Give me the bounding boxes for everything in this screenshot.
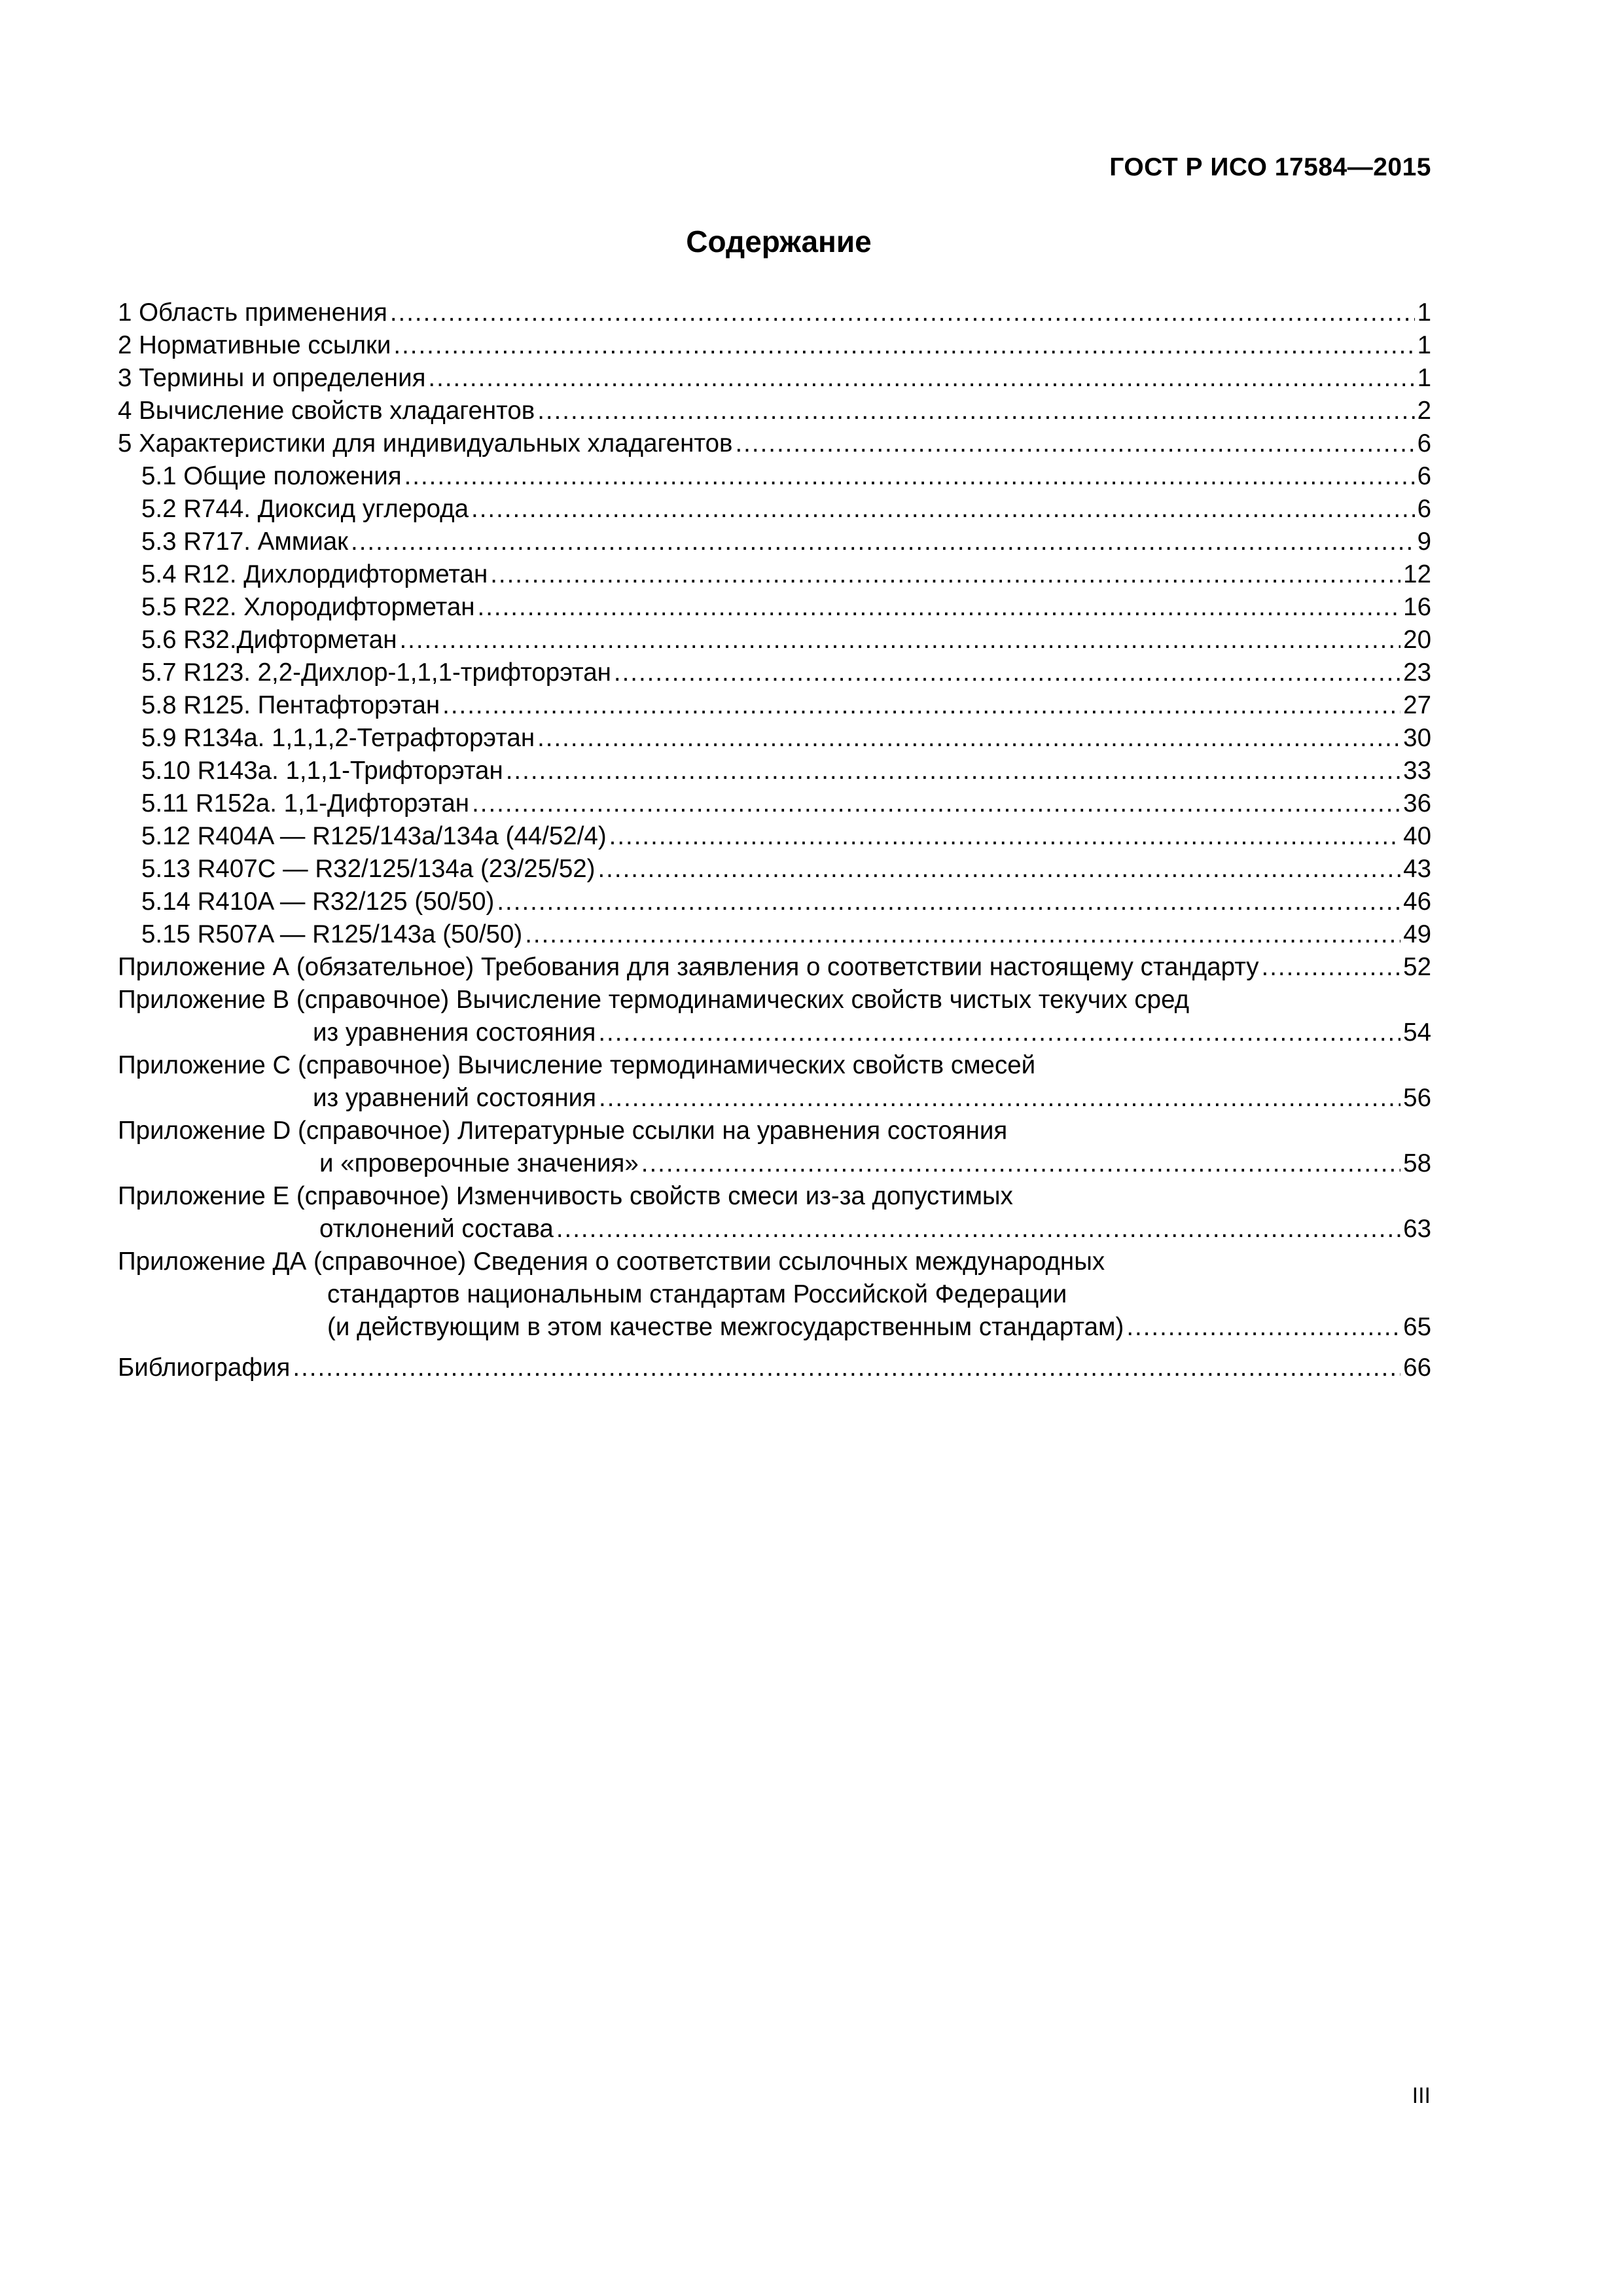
toc-entry-5[interactable] — [118, 427, 1431, 460]
dot-leader — [478, 591, 1401, 624]
toc-entry-title-continued: из уравнения состояния — [313, 1018, 596, 1047]
toc-page-number: 1 — [1417, 298, 1431, 327]
toc-entry-5-1[interactable] — [118, 460, 1431, 493]
toc-page-number: 6 — [1417, 462, 1431, 490]
toc-entry-5-7[interactable] — [118, 656, 1431, 689]
dot-leader — [490, 558, 1400, 591]
toc-page-number: 54 — [1403, 1018, 1431, 1047]
dot-leader — [1126, 1311, 1400, 1344]
toc-entry-title-continued: (и действующим в этом качестве межгосударственным стандартам) — [327, 1313, 1124, 1341]
toc-entry-bibliography[interactable] — [118, 1352, 1431, 1384]
toc-page-number: 49 — [1403, 920, 1431, 948]
toc-entry-title: 5.11 R152a. 1,1-Дифторэтан — [141, 789, 470, 817]
dot-leader — [1262, 951, 1401, 984]
toc-page-number: 6 — [1417, 495, 1431, 523]
toc-entry-title: 5.13 R407C — R32/125/134a (23/25/52) — [141, 855, 596, 883]
dot-leader — [598, 1016, 1400, 1049]
toc-entry-3[interactable] — [118, 362, 1431, 395]
toc-entry-title: 5.3 R717. Аммиак — [141, 528, 349, 556]
toc-entry-5-9[interactable] — [118, 722, 1431, 755]
toc-entry-appendix-a[interactable] — [118, 951, 1431, 984]
toc-page-number: 9 — [1417, 528, 1431, 556]
toc-entry-title: 5.15 R507A — R125/143a (50/50) — [141, 920, 523, 948]
toc-page-number: 23 — [1403, 658, 1431, 687]
toc-entry-title: 5.5 R22. Хлородифторметан — [141, 593, 475, 621]
toc-entry-2[interactable] — [118, 329, 1431, 362]
toc-page-number: 33 — [1403, 757, 1431, 785]
toc-entry-5-3[interactable] — [118, 526, 1431, 558]
toc-entry-title: 5.2 R744. Диоксид углерода — [141, 495, 469, 523]
toc-entry-title: Приложение D (справочное) Литературные ссылки на уравнения состояния — [118, 1117, 1008, 1145]
dot-leader — [471, 493, 1415, 526]
toc-entry-title-continued: и «проверочные значения» — [319, 1149, 639, 1177]
toc-page-number: 27 — [1403, 691, 1431, 719]
toc-entry-5-5[interactable] — [118, 591, 1431, 624]
toc-entry-title: 5.1 Общие положения — [141, 462, 402, 490]
document-header: ГОСТ Р ИСО 17584—2015 — [1109, 153, 1431, 181]
toc-entry-appendix-d[interactable] — [118, 1115, 1431, 1180]
toc-entry-5-15[interactable] — [118, 918, 1431, 951]
toc-entry-1[interactable] — [118, 296, 1431, 329]
toc-page-number: 43 — [1403, 855, 1431, 883]
toc-entry-title: 2 Нормативные ссылки — [118, 331, 391, 359]
toc-page-number: 16 — [1403, 593, 1431, 621]
dot-leader — [393, 329, 1414, 362]
toc-entry-5-14[interactable] — [118, 886, 1431, 918]
toc-page-number: 30 — [1403, 724, 1431, 752]
toc-entry-title: 5 Характеристики для индивидуальных хладагентов — [118, 429, 733, 457]
page-number: III — [1412, 2083, 1431, 2108]
toc-entry-title: Приложение В (справочное) Вычисление термодинамических свойств чистых текучих сред — [118, 986, 1190, 1014]
dot-leader — [428, 362, 1414, 395]
toc-entry-title: 4 Вычисление свойств хладагентов — [118, 397, 535, 425]
toc-entry-5-11[interactable] — [118, 787, 1431, 820]
table-of-contents — [118, 296, 1431, 1384]
toc-entry-title: 5.6 R32.Дифторметан — [141, 626, 397, 654]
toc-page-number: 36 — [1403, 789, 1431, 817]
toc-entry-5-2[interactable] — [118, 493, 1431, 526]
toc-page-number: 12 — [1403, 560, 1431, 588]
toc-page-number: 66 — [1403, 1354, 1431, 1382]
toc-entry-5-6[interactable] — [118, 624, 1431, 656]
toc-entry-appendix-c[interactable] — [118, 1049, 1431, 1115]
toc-entry-title: Библиография — [118, 1354, 291, 1382]
dot-leader — [614, 656, 1400, 689]
toc-entry-5-4[interactable] — [118, 558, 1431, 591]
toc-entry-title-continued: из уравнений состояния — [313, 1084, 597, 1112]
toc-entry-title: Приложение А (обязательное) Требования для заявления о соответствии настоящему стандарту — [118, 953, 1259, 981]
toc-page-number: 2 — [1417, 397, 1431, 425]
toc-page-number: 63 — [1403, 1215, 1431, 1243]
toc-entry-title: 1 Область применения — [118, 298, 387, 327]
dot-leader — [599, 1082, 1400, 1115]
dot-leader — [597, 853, 1400, 886]
toc-entry-5-8[interactable] — [118, 689, 1431, 722]
dot-leader — [537, 722, 1400, 755]
toc-page-number: 46 — [1403, 888, 1431, 916]
toc-page-number: 65 — [1403, 1313, 1431, 1341]
dot-leader — [609, 820, 1401, 853]
dot-leader — [506, 755, 1400, 787]
dot-leader — [404, 460, 1415, 493]
dot-leader — [525, 918, 1400, 951]
toc-page-number: 1 — [1417, 331, 1431, 359]
dot-leader — [351, 526, 1415, 558]
toc-page-number: 52 — [1403, 953, 1431, 981]
dot-leader — [472, 787, 1400, 820]
toc-entry-title: 5.8 R125. Пентафторэтан — [141, 691, 440, 719]
toc-entry-5-12[interactable] — [118, 820, 1431, 853]
dot-leader — [497, 886, 1400, 918]
toc-entry-title: 5.4 R12. Дихлордифторметан — [141, 560, 488, 588]
toc-page-number: 1 — [1417, 364, 1431, 392]
toc-entry-title-continued: отклонений состава — [319, 1215, 554, 1243]
toc-entry-appendix-e[interactable] — [118, 1180, 1431, 1246]
dot-leader — [556, 1213, 1400, 1246]
toc-page-number: 6 — [1417, 429, 1431, 457]
dot-leader — [293, 1352, 1400, 1384]
dot-leader — [735, 427, 1414, 460]
dot-leader — [537, 395, 1414, 427]
toc-entry-title: 5.9 R134a. 1,1,1,2-Тетрафторэтан — [141, 724, 535, 752]
toc-entry-title: 5.14 R410A — R32/125 (50/50) — [141, 888, 495, 916]
toc-entry-title: Приложение ДА (справочное) Сведения о соответствии ссылочных международных — [118, 1247, 1105, 1276]
toc-entry-title: 5.7 R123. 2,2-Дихлор-1,1,1-трифторэтан — [141, 658, 611, 687]
toc-entry-4[interactable] — [118, 395, 1431, 427]
toc-page-number: 58 — [1403, 1149, 1431, 1177]
toc-entry-5-10[interactable] — [118, 755, 1431, 787]
toc-entry-title: 5.10 R143a. 1,1,1-Трифторэтан — [141, 757, 503, 785]
toc-page-number: 56 — [1403, 1084, 1431, 1112]
toc-page-number: 40 — [1403, 822, 1431, 850]
dot-leader — [641, 1147, 1400, 1180]
toc-entry-appendix-da[interactable] — [118, 1246, 1431, 1344]
dot-leader — [390, 296, 1415, 329]
toc-entry-title-continued: стандартов национальным стандартам Российской Федерации — [327, 1280, 1067, 1308]
toc-page-number: 20 — [1403, 626, 1431, 654]
dot-leader — [442, 689, 1400, 722]
dot-leader — [399, 624, 1400, 656]
page-title: Содержание — [686, 224, 872, 259]
toc-entry-appendix-b[interactable] — [118, 984, 1431, 1049]
toc-entry-title: 5.12 R404A — R125/143a/134a (44/52/4) — [141, 822, 607, 850]
toc-entry-title: 3 Термины и определения — [118, 364, 426, 392]
toc-entry-5-13[interactable] — [118, 853, 1431, 886]
toc-entry-title: Приложение E (справочное) Изменчивость свойств смеси из-за допустимых — [118, 1182, 1013, 1210]
toc-entry-title: Приложение С (справочное) Вычисление термодинамических свойств смесей — [118, 1051, 1036, 1079]
